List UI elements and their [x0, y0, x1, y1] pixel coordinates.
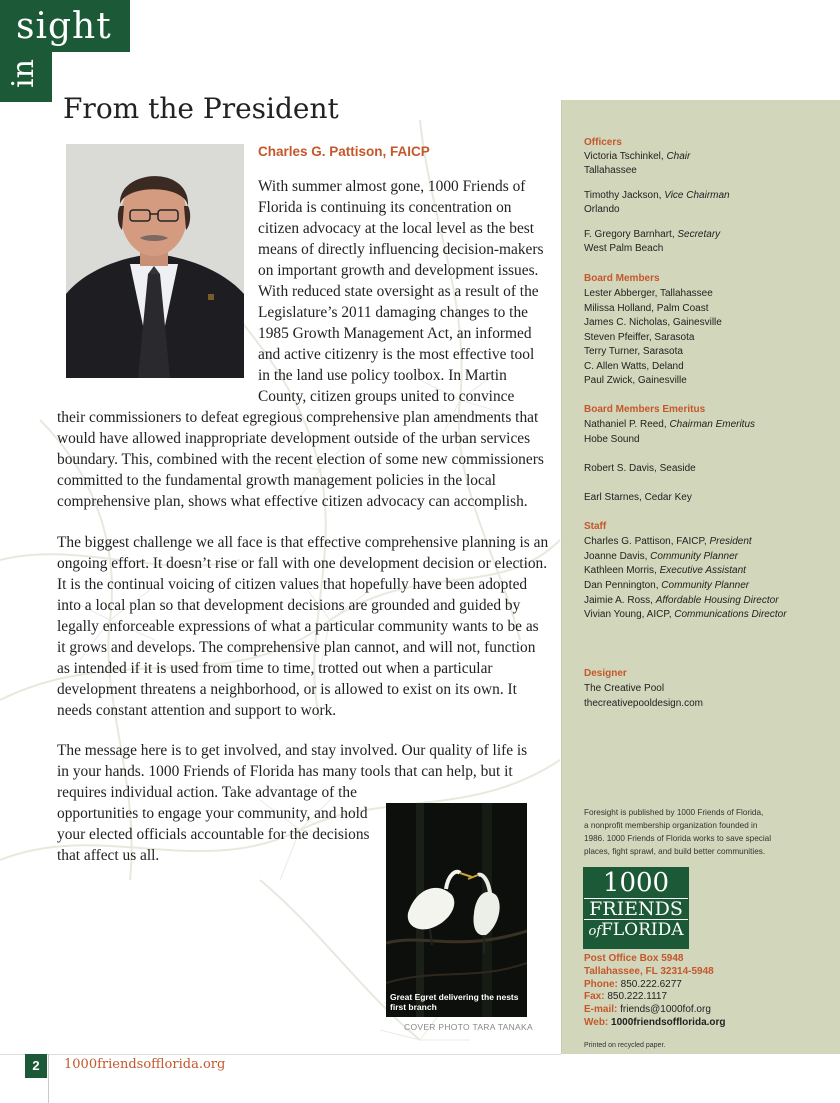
- paragraph-line: The message here is to get involved, and stay involved. Our quality of life is: [57, 742, 528, 759]
- cover-photo-credit: COVER PHOTO TARA TANAKA: [404, 1022, 533, 1032]
- staff-member: Vivian Young, AICP, Communications Director: [584, 609, 787, 620]
- page-number: 2: [25, 1054, 47, 1078]
- paragraph-line: would have allowed inappropriate development outside of the urban services: [57, 430, 531, 447]
- board-member: Lester Abberger, Tallahassee: [584, 288, 713, 299]
- board-member: Steven Pfeiffer, Sarasota: [584, 332, 695, 343]
- footer-website[interactable]: 1000friendsofflorida.org: [64, 1057, 226, 1072]
- masthead-insight: [0, 0, 130, 102]
- sidebar-masthead: [561, 100, 840, 1054]
- logo-florida: ofFLORIDA: [584, 919, 688, 942]
- officer-2-city: Orlando: [584, 204, 620, 215]
- contact-email[interactable]: E-mail: friends@1000fof.org: [584, 1004, 711, 1015]
- emeritus-heading: Board Members Emeritus: [584, 404, 706, 415]
- contact-web[interactable]: Web: 1000friendsofflorida.org: [584, 1017, 726, 1028]
- paragraph-line: and active citizenry is the most effective tool: [258, 346, 535, 363]
- page-title: From the President: [63, 92, 339, 125]
- author-name: Charles G. Pattison, FAICP: [258, 144, 430, 159]
- logo-number: 1000: [602, 868, 670, 898]
- address-line-2: Tallahassee, FL 32314-5948: [584, 966, 714, 977]
- paragraph-line: into a local plan so that development decisions are grounded and guided by: [57, 597, 521, 614]
- board-member: Terry Turner, Sarasota: [584, 346, 683, 357]
- staff-heading: Staff: [584, 521, 607, 532]
- paragraph-line: requires individual action. Take advantage of the: [57, 784, 357, 801]
- paragraph-line: that affect us all.: [57, 847, 160, 864]
- emeritus-member-1: Nathaniel P. Reed, Chairman Emeritus: [584, 419, 756, 430]
- footer-divider: [48, 1054, 49, 1103]
- paragraph-line: County, citizen groups united to convince: [258, 388, 515, 405]
- paragraph-line: your elected officials accountable for the decisions: [57, 826, 370, 843]
- masthead-sight-text: sight: [16, 6, 112, 47]
- paragraph-line: as intended if it is used from time to time, trotted out when a particular: [57, 660, 493, 677]
- president-photo: [66, 144, 244, 378]
- paragraph-line: With summer almost gone, 1000 Friends of: [258, 178, 526, 195]
- masthead-in-text: in: [6, 59, 41, 88]
- paragraph-line: comprehensive plan, shows what effective citizen advocacy can accomplish.: [57, 493, 528, 510]
- about-line: places, fight sprawl, and build better communities.: [584, 847, 766, 856]
- paragraph-line: boundary. This, combined with the recent election of some new commissioners: [57, 451, 544, 468]
- about-line: a nonprofit membership organization founded in: [584, 821, 758, 830]
- officers-heading: Officers: [584, 137, 622, 148]
- staff-member: Jaimie A. Ross, Affordable Housing Director: [584, 595, 779, 606]
- paragraph-line: in the land use policy toolbox. In Martin: [258, 367, 507, 384]
- logo-friends: FRIENDS: [584, 898, 688, 919]
- board-heading: Board Members: [584, 273, 660, 284]
- about-line: 1986. 1000 Friends of Florida works to save special: [584, 834, 772, 843]
- paragraph-line: it grows and develops. The comprehensive plan cannot, and will not, function: [57, 639, 536, 656]
- staff-member: Dan Pennington, Community Planner: [584, 580, 750, 591]
- cover-egret-photo: [386, 803, 527, 1017]
- officer-2: Timothy Jackson, Vice Chairman: [584, 190, 730, 201]
- footer-rule: [0, 1054, 561, 1055]
- board-member: Paul Zwick, Gainesville: [584, 375, 687, 386]
- contact-phone: Phone: 850.222.6277: [584, 979, 682, 990]
- officer-3-city: West Palm Beach: [584, 243, 664, 254]
- paragraph-line: Florida is continuing its concentration on: [258, 199, 512, 216]
- paragraph-line: legally enforceable expressions of what a particular community wants to be as: [57, 618, 539, 635]
- paragraph-line: Legislature’s 2011 damaging changes to the: [258, 304, 528, 321]
- paragraph-line: their commissioners to defeat egregious comprehensive plan amendments that: [57, 409, 539, 426]
- officer-1-city: Tallahassee: [584, 165, 637, 176]
- emeritus-member-3: Earl Starnes, Cedar Key: [584, 492, 692, 503]
- staff-member: Joanne Davis, Community Planner: [584, 551, 738, 562]
- emeritus-member-2: Robert S. Davis, Seaside: [584, 463, 696, 474]
- paragraph-line: committed to the fundamental growth management policies in the local: [57, 472, 496, 489]
- paragraph-line: 1985 Growth Management Act, an informed: [258, 325, 532, 342]
- designer-heading: Designer: [584, 668, 627, 679]
- staff-member: Charles G. Pattison, FAICP, President: [584, 536, 752, 547]
- officer-1: Victoria Tschinkel, Chair: [584, 151, 691, 162]
- paragraph-line: The biggest challenge we all face is that effective comprehensive planning is an: [57, 534, 549, 551]
- paragraph-line: on important growth and development issues.: [258, 262, 539, 279]
- about-line: Foresight is published by 1000 Friends of Florida,: [584, 808, 764, 817]
- paragraph-line: citizen advocacy at the local level as the best: [258, 220, 535, 237]
- board-member: James C. Nicholas, Gainesville: [584, 317, 722, 328]
- paragraph-line: ongoing effort. It doesn’t rise or fall with one development decision or election.: [57, 555, 548, 572]
- paragraph-line: development threatens a neighborhood, or is allowed to exist on its own. It: [57, 681, 517, 698]
- printed-note: Printed on recycled paper.: [584, 1042, 666, 1049]
- cover-photo-caption: Great Egret delivering the nests first branch: [390, 992, 519, 1012]
- paragraph-line: in your hands. 1000 Friends of Florida has many tools that can help, but it: [57, 763, 513, 780]
- staff-member: Kathleen Morris, Executive Assistant: [584, 565, 746, 576]
- board-member: Milissa Holland, Palm Coast: [584, 303, 709, 314]
- emeritus-member-1-city: Hobe Sound: [584, 434, 640, 445]
- paragraph-line: With reduced state oversight as a result of the: [258, 283, 539, 300]
- paragraph-line: opportunities to engage your community, and hold: [57, 805, 368, 822]
- 1000-friends-logo: [583, 867, 689, 949]
- contact-fax: Fax: 850.222.1117: [584, 991, 668, 1002]
- paragraph-line: needs constant attention and support to work.: [57, 702, 337, 719]
- designer-website[interactable]: thecreativepooldesign.com: [584, 698, 703, 709]
- paragraph-line: means of directly influencing decision-makers: [258, 241, 544, 258]
- officer-3: F. Gregory Barnhart, Secretary: [584, 229, 721, 240]
- designer-name: The Creative Pool: [584, 683, 665, 694]
- address-line-1: Post Office Box 5948: [584, 953, 684, 964]
- paragraph-line: It is the continual voicing of citizen values that hopefully have been adopted: [57, 576, 528, 593]
- board-member: C. Allen Watts, Deland: [584, 361, 684, 372]
